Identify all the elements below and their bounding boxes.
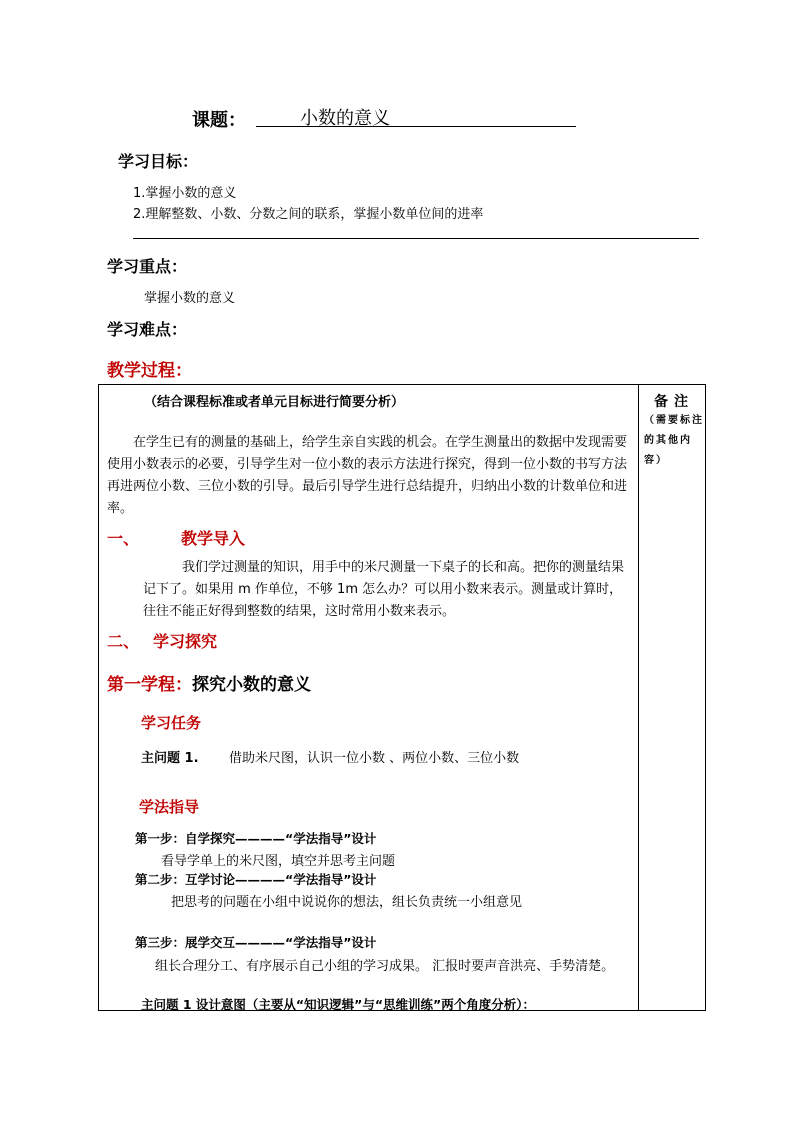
process-table [98, 384, 706, 1011]
analysis-note: （结合课程标准或者单元目标进行简要分析） [144, 395, 405, 410]
column-divider [638, 385, 639, 1010]
focus-heading: 学习重点： [107, 257, 188, 276]
section-number: 一、 [107, 529, 140, 548]
stage-heading [107, 670, 311, 695]
main-question-label: 主问题 1. [141, 751, 199, 766]
notes-title: 备注 [654, 394, 694, 410]
focus-text: 掌握小数的意义 [144, 291, 236, 306]
section-number: 二、 [107, 632, 140, 651]
section-text: 我们学过测量的知识，用手中的米尺测量一下桌子的长和高。把你的测量结果记下了。如果用 m 作单位，不够 1m 怎么办？可以用小数来表示。测量或计算时，往往不能正好得到整数的结果，这时常用小数来表示。 [143, 560, 625, 619]
page-title: 小数的意义 [300, 108, 390, 129]
main-question-text: 借助米尺图，认识一位小数 、两位小数、三位小数 [229, 751, 520, 766]
step-heading: 第一步：自学探究————“学法指导”设计 [135, 831, 377, 846]
divider [133, 238, 699, 239]
step-heading: 第三步：展学交互————“学法指导”设计 [135, 935, 377, 950]
section-title: 教学导入 [181, 529, 246, 548]
goal-item: 2.理解整数、小数、分数之间的联系，掌握小数单位间的进率 [133, 207, 484, 222]
difficulty-heading: 学习难点： [107, 320, 188, 339]
stage-label: 第一学程： [107, 675, 192, 695]
task-heading: 学习任务 [141, 714, 202, 732]
step-heading: 第二步：互学讨论————“学法指导”设计 [135, 872, 377, 887]
step-text: 组长合理分工、有序展示自己小组的学习成果。 汇报时要声音洪亮、手势清楚。 [155, 959, 615, 974]
notes-subtitle: （需要标注的其他内容） [644, 415, 704, 466]
section-title: 学习探究 [153, 632, 218, 651]
process-heading: 教学过程： [107, 361, 192, 381]
section-paragraph [143, 557, 633, 623]
design-intent: 主问题 1 设计意图（主要从“知识逻辑”与“思维训练”两个角度分析）： [141, 997, 536, 1012]
goal-item: 1.掌握小数的意义 [133, 186, 237, 201]
intro-paragraph [107, 432, 633, 520]
title-label: 课题： [192, 110, 246, 131]
step-text: 看导学单上的米尺图，填空并思考主问题 [161, 854, 396, 869]
stage-title: 探究小数的意义 [192, 675, 311, 695]
goals-heading: 学习目标： [118, 152, 199, 171]
method-heading: 学法指导 [139, 798, 200, 816]
step-text: 把思考的问题在小组中说说你的想法，组长负责统一小组意见 [171, 895, 523, 910]
intro-text: 在学生已有的测量的基础上，给学生亲自实践的机会。在学生测量出的数据中发现需要使用小数表示的必要，引导学生对一位小数的表示方法进行探究，得到一位小数的书写方法再进两位小数、三位小数的引导。最后引导学生进行总结提升，归纳出小数的计数单位和进率。 [107, 435, 628, 516]
